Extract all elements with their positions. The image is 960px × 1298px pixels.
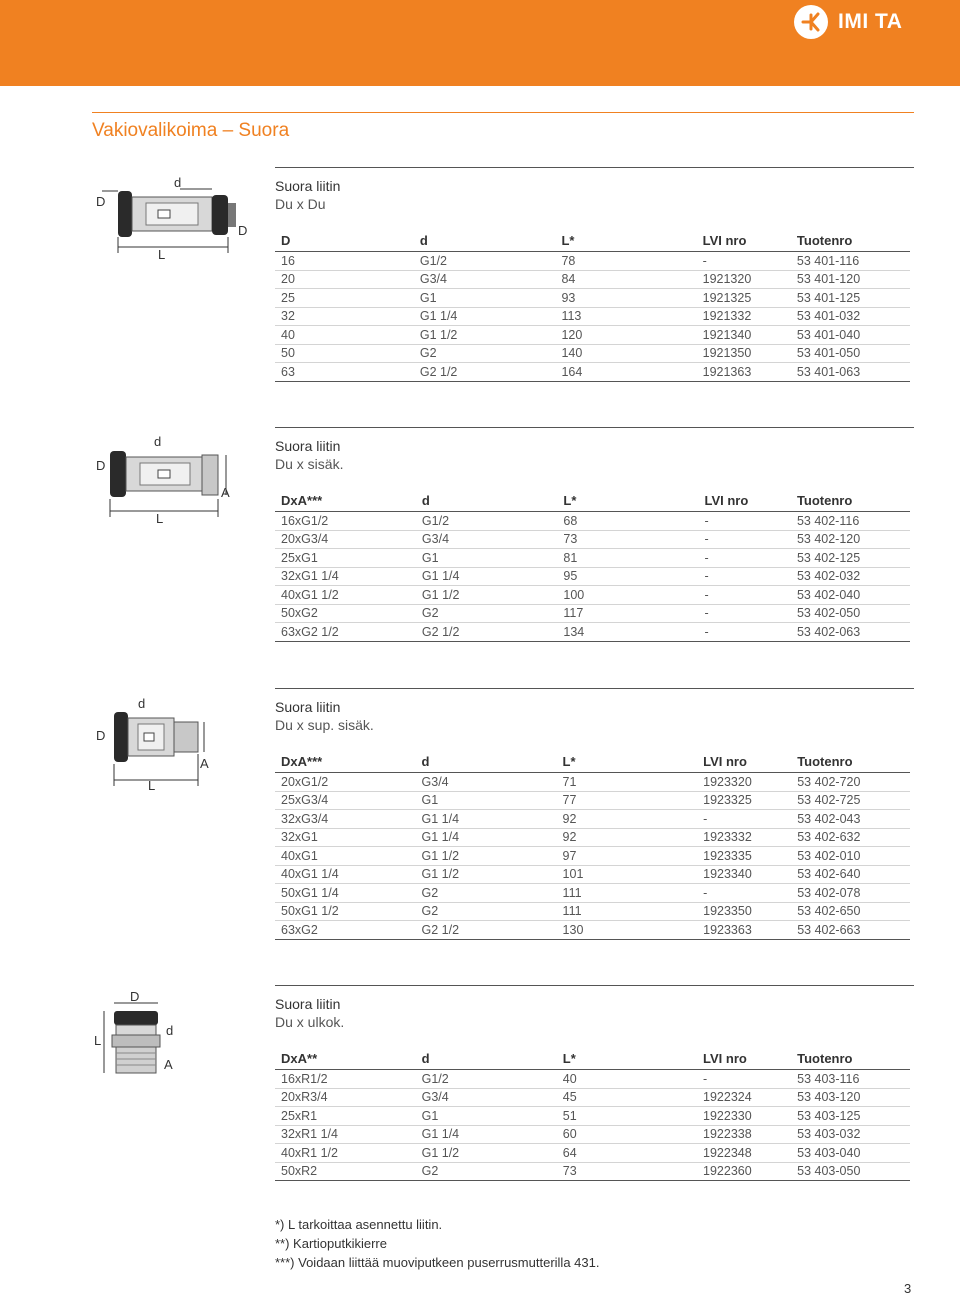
table-cell: 25xR1 — [275, 1107, 416, 1126]
table-cell: 73 — [557, 1162, 697, 1181]
table-cell: - — [699, 567, 791, 586]
column-header: L* — [555, 229, 696, 252]
table-cell: 53 402-120 — [791, 530, 910, 549]
section-rule — [275, 688, 914, 689]
table-row — [275, 884, 910, 903]
table-cell: 53 401-050 — [791, 344, 910, 363]
column-header: L* — [557, 489, 698, 512]
table-row — [275, 1088, 910, 1107]
page-title: Vakiovalikoima – Suora — [92, 120, 290, 141]
table-cell: G1 1/4 — [414, 307, 556, 326]
table-row — [275, 270, 910, 289]
table-cell: - — [699, 530, 791, 549]
table-cell: 45 — [557, 1088, 697, 1107]
table-cell: 53 403-116 — [791, 1070, 910, 1089]
table-cell: 64 — [557, 1144, 697, 1163]
table-cell: G1/2 — [414, 252, 556, 271]
table-cell: 111 — [557, 884, 698, 903]
table-cell: 1923363 — [697, 921, 791, 940]
table-cell: G3/4 — [416, 530, 557, 549]
table-cell: - — [697, 252, 791, 271]
table-cell: - — [699, 586, 791, 605]
table-row — [275, 363, 910, 382]
label-L: L — [94, 1033, 102, 1048]
table-cell: 40xR1 1/2 — [275, 1144, 416, 1163]
table-cell: - — [697, 810, 791, 829]
table-cell: 130 — [557, 921, 698, 940]
column-header: d — [416, 1047, 557, 1070]
table-cell: 117 — [557, 604, 698, 623]
table-cell: 84 — [555, 270, 696, 289]
table-row — [275, 828, 910, 847]
table-cell: 53 402-632 — [791, 828, 910, 847]
column-header: Tuotenro — [791, 229, 910, 252]
column-header: LVI nro — [699, 489, 791, 512]
section-title: Suora liitin — [275, 699, 341, 715]
fitting-drawing-du-x-ulkok — [92, 989, 267, 1084]
table-row — [275, 921, 910, 940]
table-cell: 53 402-043 — [791, 810, 910, 829]
table-cell: 53 401-040 — [791, 326, 910, 345]
table-cell: 53 403-040 — [791, 1144, 910, 1163]
label-D: D — [96, 458, 106, 473]
table-cell: 51 — [557, 1107, 697, 1126]
table-cell: 53 402-640 — [791, 865, 910, 884]
table-cell: - — [699, 604, 791, 623]
column-header: LVI nro — [697, 229, 791, 252]
column-header: D — [275, 229, 414, 252]
table-row — [275, 773, 910, 792]
table-cell: 60 — [557, 1125, 697, 1144]
table-header-row — [275, 489, 910, 512]
table-cell: G1/2 — [416, 512, 557, 531]
table-cell: 20xG3/4 — [275, 530, 416, 549]
header-bar — [0, 0, 960, 86]
table-cell: 53 402-116 — [791, 512, 910, 531]
logo-icon — [794, 5, 828, 39]
spec-table — [275, 489, 910, 642]
table-cell: 50xG1 1/4 — [275, 884, 416, 903]
table-cell: 53 401-063 — [791, 363, 910, 382]
column-header: L* — [557, 1047, 697, 1070]
brand-logo — [794, 4, 902, 40]
table-body — [275, 1070, 910, 1181]
label-d: d — [138, 696, 146, 711]
table-cell: G2 — [416, 884, 557, 903]
table-cell: G1 — [414, 289, 556, 308]
section-subtitle: Du x ulkok. — [275, 1014, 345, 1030]
table-cell: G1 — [416, 549, 557, 568]
table-cell: G1/2 — [416, 1070, 557, 1089]
table-cell: G2 — [416, 902, 557, 921]
table-cell: 25xG1 — [275, 549, 416, 568]
label-L: L — [158, 247, 166, 261]
table-row — [275, 326, 910, 345]
table-cell: 81 — [557, 549, 698, 568]
table-cell: 25 — [275, 289, 414, 308]
table-cell: 92 — [557, 810, 698, 829]
table-cell: 164 — [555, 363, 696, 382]
table-row — [275, 1162, 910, 1181]
table-cell: 111 — [557, 902, 698, 921]
table-cell: 63 — [275, 363, 414, 382]
column-header: Tuotenro — [791, 750, 910, 773]
table-cell: 50xR2 — [275, 1162, 416, 1181]
fitting-drawing-du-x-sisak — [92, 431, 267, 526]
table-cell: 20xG1/2 — [275, 773, 416, 792]
table-row — [275, 810, 910, 829]
table-cell: 32xG1 1/4 — [275, 567, 416, 586]
column-header: d — [414, 229, 556, 252]
table-cell: 16xR1/2 — [275, 1070, 416, 1089]
table-cell: 53 402-725 — [791, 791, 910, 810]
table-cell: 120 — [555, 326, 696, 345]
table-header-row — [275, 229, 910, 252]
column-header: LVI nro — [697, 750, 791, 773]
table-row — [275, 1125, 910, 1144]
table-body — [275, 512, 910, 642]
table-cell: 1921363 — [697, 363, 791, 382]
table-cell: G2 1/2 — [416, 623, 557, 642]
table-cell: 77 — [557, 791, 698, 810]
section-subtitle: Du x Du — [275, 196, 326, 212]
table-row — [275, 623, 910, 642]
table-cell: 1922348 — [697, 1144, 791, 1163]
table-cell: G3/4 — [414, 270, 556, 289]
column-header: DxA** — [275, 1047, 416, 1070]
table-cell: 53 402-032 — [791, 567, 910, 586]
table-cell: 1923340 — [697, 865, 791, 884]
table-cell: G1 1/4 — [416, 1125, 557, 1144]
table-cell: 53 402-663 — [791, 921, 910, 940]
table-cell: 53 402-063 — [791, 623, 910, 642]
table-cell: G2 — [416, 604, 557, 623]
table-cell: 53 402-650 — [791, 902, 910, 921]
table-cell: G3/4 — [416, 773, 557, 792]
table-cell: G2 1/2 — [416, 921, 557, 940]
table-cell: - — [699, 623, 791, 642]
table-cell: G1 1/2 — [416, 847, 557, 866]
table-cell: 40xG1 — [275, 847, 416, 866]
table-cell: 50xG1 1/2 — [275, 902, 416, 921]
table-cell: G1 1/2 — [416, 865, 557, 884]
label-A: A — [200, 756, 209, 771]
table-cell: 1923332 — [697, 828, 791, 847]
table-cell: 140 — [555, 344, 696, 363]
label-A: A — [164, 1057, 173, 1072]
table-cell: 20 — [275, 270, 414, 289]
column-header: Tuotenro — [791, 489, 910, 512]
table-cell: 97 — [557, 847, 698, 866]
table-cell: 32xR1 1/4 — [275, 1125, 416, 1144]
table-cell: 100 — [557, 586, 698, 605]
table-cell: 50xG2 — [275, 604, 416, 623]
table-body — [275, 773, 910, 940]
title-rule — [92, 112, 914, 113]
table-row — [275, 512, 910, 531]
table-cell: 40xG1 1/4 — [275, 865, 416, 884]
table-cell: G3/4 — [416, 1088, 557, 1107]
footnotes — [275, 1215, 599, 1272]
column-header: Tuotenro — [791, 1047, 910, 1070]
column-header: L* — [557, 750, 698, 773]
section-subtitle: Du x sup. sisäk. — [275, 717, 374, 733]
table-cell: 53 402-078 — [791, 884, 910, 903]
table-cell: G1 1/4 — [416, 567, 557, 586]
spec-table — [275, 750, 910, 940]
table-cell: 1921350 — [697, 344, 791, 363]
table-cell: 78 — [555, 252, 696, 271]
table-cell: 1921325 — [697, 289, 791, 308]
footnote: *) L tarkoittaa asennettu liitin. — [275, 1217, 443, 1232]
table-cell: 1921332 — [697, 307, 791, 326]
table-row — [275, 530, 910, 549]
table-cell: G2 1/2 — [414, 363, 556, 382]
column-header: LVI nro — [697, 1047, 791, 1070]
table-cell: - — [697, 884, 791, 903]
table-row — [275, 1107, 910, 1126]
label-D: D — [96, 728, 106, 743]
table-row — [275, 902, 910, 921]
table-cell: 53 403-120 — [791, 1088, 910, 1107]
table-cell: 1922360 — [697, 1162, 791, 1181]
table-cell: 32xG3/4 — [275, 810, 416, 829]
table-cell: - — [699, 512, 791, 531]
section-title: Suora liitin — [275, 438, 341, 454]
section-rule — [275, 427, 914, 428]
logo-text: IMI TA — [838, 10, 903, 33]
footnote: ***) Voidaan liittää muoviputkeen puserrusmutterilla 431. — [275, 1255, 600, 1270]
table-cell: 32xG1 — [275, 828, 416, 847]
section-title: Suora liitin — [275, 996, 341, 1012]
table-cell: 53 402-010 — [791, 847, 910, 866]
section-rule — [275, 985, 914, 986]
table-cell: 53 402-720 — [791, 773, 910, 792]
table-row — [275, 604, 910, 623]
fitting-drawing-du-x-sup-sisak — [92, 692, 267, 792]
table-cell: G1 1/2 — [416, 1144, 557, 1163]
table-cell: 1923335 — [697, 847, 791, 866]
section-rule — [275, 167, 914, 168]
section-subtitle: Du x sisäk. — [275, 456, 344, 472]
table-cell: 95 — [557, 567, 698, 586]
table-cell: 40 — [557, 1070, 697, 1089]
table-cell: 63xG2 — [275, 921, 416, 940]
table-cell: G1 1/4 — [416, 828, 557, 847]
table-cell: 40xG1 1/2 — [275, 586, 416, 605]
table-body — [275, 252, 910, 382]
table-cell: 53 402-050 — [791, 604, 910, 623]
table-row — [275, 791, 910, 810]
table-cell: 73 — [557, 530, 698, 549]
table-cell: 1922324 — [697, 1088, 791, 1107]
table-cell: G2 — [416, 1162, 557, 1181]
table-row — [275, 567, 910, 586]
label-D-right: D — [238, 223, 248, 238]
table-row — [275, 549, 910, 568]
table-cell: 53 401-125 — [791, 289, 910, 308]
table-cell: 1923325 — [697, 791, 791, 810]
table-cell: 25xG3/4 — [275, 791, 416, 810]
label-D: D — [96, 194, 106, 209]
column-header: DxA*** — [275, 489, 416, 512]
table-cell: 1923320 — [697, 773, 791, 792]
table-cell: 1923350 — [697, 902, 791, 921]
table-cell: 1922330 — [697, 1107, 791, 1126]
table-header-row — [275, 750, 910, 773]
table-cell: 71 — [557, 773, 698, 792]
table-cell: 53 401-120 — [791, 270, 910, 289]
table-row — [275, 1070, 910, 1089]
table-cell: G1 1/2 — [416, 586, 557, 605]
table-cell: 50 — [275, 344, 414, 363]
table-row — [275, 586, 910, 605]
table-cell: G1 1/4 — [416, 810, 557, 829]
table-cell: 134 — [557, 623, 698, 642]
section-title: Suora liitin — [275, 178, 341, 194]
table-cell: 53 401-116 — [791, 252, 910, 271]
table-cell: G1 — [416, 791, 557, 810]
label-A: A — [221, 485, 230, 500]
table-row — [275, 1144, 910, 1163]
table-row — [275, 252, 910, 271]
table-row — [275, 847, 910, 866]
column-header: DxA*** — [275, 750, 416, 773]
label-d: d — [174, 175, 182, 190]
table-cell: 1921320 — [697, 270, 791, 289]
spec-table — [275, 229, 910, 382]
table-cell: - — [699, 549, 791, 568]
table-cell: 20xR3/4 — [275, 1088, 416, 1107]
table-cell: 53 402-125 — [791, 549, 910, 568]
table-row — [275, 289, 910, 308]
table-cell: 53 403-050 — [791, 1162, 910, 1181]
table-cell: - — [697, 1070, 791, 1089]
label-L: L — [148, 778, 156, 792]
table-cell: 53 401-032 — [791, 307, 910, 326]
table-cell: 53 403-032 — [791, 1125, 910, 1144]
table-cell: 40 — [275, 326, 414, 345]
table-header-row — [275, 1047, 910, 1070]
footnote: **) Kartioputkikierre — [275, 1236, 387, 1251]
table-row — [275, 344, 910, 363]
table-cell: 68 — [557, 512, 698, 531]
table-cell: G2 — [414, 344, 556, 363]
table-row — [275, 307, 910, 326]
table-cell: 1922338 — [697, 1125, 791, 1144]
label-d: d — [154, 434, 162, 449]
column-header: d — [416, 750, 557, 773]
table-cell: G1 — [416, 1107, 557, 1126]
label-d: d — [166, 1023, 174, 1038]
table-cell: 92 — [557, 828, 698, 847]
table-cell: 16xG1/2 — [275, 512, 416, 531]
label-D: D — [130, 989, 140, 1004]
table-cell: 32 — [275, 307, 414, 326]
page-number: 3 — [904, 1281, 912, 1296]
table-cell: 63xG2 1/2 — [275, 623, 416, 642]
table-cell: 16 — [275, 252, 414, 271]
label-L: L — [156, 511, 164, 526]
table-cell: 113 — [555, 307, 696, 326]
table-cell: 53 402-040 — [791, 586, 910, 605]
table-cell: 53 403-125 — [791, 1107, 910, 1126]
fitting-drawing-du-x-du — [92, 171, 267, 261]
table-row — [275, 865, 910, 884]
table-cell: 1921340 — [697, 326, 791, 345]
table-cell: G1 1/2 — [414, 326, 556, 345]
spec-table — [275, 1047, 910, 1181]
table-cell: 93 — [555, 289, 696, 308]
table-cell: 101 — [557, 865, 698, 884]
column-header: d — [416, 489, 557, 512]
